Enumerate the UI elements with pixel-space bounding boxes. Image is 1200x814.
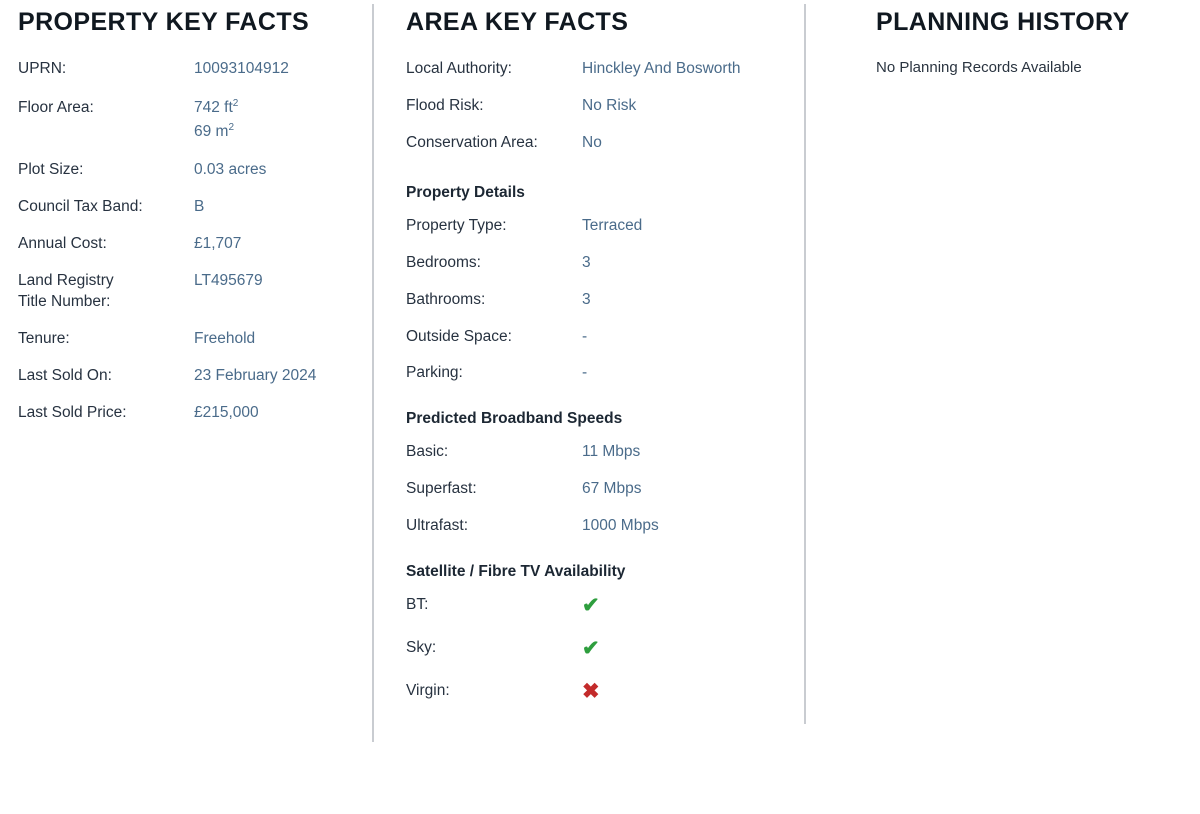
area-key-facts-column [374, 0, 804, 814]
council-tax-band-value: B [194, 198, 205, 216]
floor-area-sqft-number: 742 ft [194, 99, 233, 117]
parking-label: Parking: [406, 364, 463, 382]
floor-area-value-sqft [194, 96, 238, 120]
land-registry-label-line1: Land Registry [18, 272, 114, 290]
property-row-floor-area [18, 96, 352, 144]
last-sold-price-value: £215,000 [194, 403, 259, 421]
property-row-annual-cost [18, 234, 352, 255]
property-details-heading: Property Details [406, 183, 525, 201]
property-row-last-sold-on [18, 366, 352, 387]
area-row-conservation-area [406, 133, 788, 154]
property-row-last-sold-price [18, 403, 352, 424]
last-sold-price-label: Last Sold Price: [18, 403, 127, 421]
area-row-parking [406, 363, 788, 384]
basic-broadband-label: Basic: [406, 443, 449, 461]
cross-icon: ✖ [582, 680, 600, 704]
bathrooms-value: 3 [582, 290, 591, 308]
bedrooms-value: 3 [582, 253, 591, 271]
floor-area-value-sqm [194, 120, 238, 144]
outside-space-label: Outside Space: [406, 327, 512, 345]
bathrooms-label: Bathrooms: [406, 290, 486, 308]
floor-area-sqm-number: 69 m [194, 123, 229, 141]
conservation-area-label: Conservation Area: [406, 133, 538, 151]
council-tax-band-label: Council Tax Band: [18, 198, 143, 216]
uprn-label: UPRN: [18, 60, 67, 77]
property-row-land-registry-title-number [18, 271, 352, 313]
check-icon: ✔ [582, 637, 600, 661]
superfast-broadband-label: Superfast: [406, 480, 477, 498]
last-sold-on-value: 23 February 2024 [194, 366, 317, 384]
broadband-row-basic [406, 442, 788, 463]
virgin-label: Virgin: [406, 682, 450, 700]
annual-cost-value: £1,707 [194, 235, 242, 253]
broadband-heading: Predicted Broadband Speeds [406, 410, 623, 428]
tenure-value: Freehold [194, 329, 256, 347]
floor-area-sqm-exponent: 2 [228, 122, 235, 134]
area-row-property-type [406, 216, 788, 237]
floor-area-label: Floor Area: [18, 99, 94, 117]
tv-row-sky [406, 638, 788, 659]
ultrafast-broadband-label: Ultrafast: [406, 517, 469, 535]
flood-risk-label: Flood Risk: [406, 96, 484, 114]
area-row-bathrooms [406, 290, 788, 311]
plot-size-label: Plot Size: [18, 161, 84, 179]
tv-availability-heading: Satellite / Fibre TV Availability [406, 563, 626, 581]
annual-cost-label: Annual Cost: [18, 235, 107, 253]
sky-label: Sky: [406, 639, 437, 657]
floor-area-values [194, 96, 238, 144]
broadband-row-superfast [406, 479, 788, 500]
property-type-value: Terraced [582, 216, 643, 234]
uprn-value: 10093104912 [194, 60, 289, 77]
area-row-local-authority [406, 59, 788, 80]
area-row-outside-space [406, 327, 788, 348]
ultrafast-broadband-value: 1000 Mbps [582, 517, 659, 535]
property-row-uprn [18, 59, 352, 80]
flood-risk-value: No Risk [582, 96, 637, 114]
property-row-plot-size [18, 160, 352, 181]
planning-history-column [806, 0, 1200, 814]
area-key-facts-title: AREA KEY FACTS [406, 8, 629, 36]
property-key-facts-column [0, 0, 372, 814]
local-authority-value: Hinckley And Bosworth [582, 60, 741, 77]
land-registry-label-line2: Title Number: [18, 292, 111, 310]
bt-label: BT: [406, 596, 429, 614]
floor-area-sqft-exponent: 2 [232, 97, 239, 109]
tv-row-bt [406, 595, 788, 616]
planning-history-title: PLANNING HISTORY [876, 8, 1130, 36]
tenure-label: Tenure: [18, 329, 70, 347]
property-type-label: Property Type: [406, 216, 507, 234]
conservation-area-value: No [582, 133, 602, 151]
area-row-bedrooms [406, 253, 788, 274]
property-key-facts-title: PROPERTY KEY FACTS [18, 8, 310, 36]
land-registry-title-number-value: LT495679 [194, 272, 263, 290]
last-sold-on-label: Last Sold On: [18, 366, 112, 384]
bedrooms-label: Bedrooms: [406, 253, 481, 271]
basic-broadband-value: 11 Mbps [582, 443, 641, 461]
outside-space-value: - [582, 327, 588, 345]
area-row-flood-risk [406, 96, 788, 117]
plot-size-value: 0.03 acres [194, 161, 267, 179]
land-registry-title-number-label [18, 271, 194, 313]
broadband-row-ultrafast [406, 516, 788, 537]
parking-value: - [582, 364, 588, 382]
planning-history-note: No Planning Records Available [876, 59, 1082, 76]
property-row-tenure [18, 329, 352, 350]
superfast-broadband-value: 67 Mbps [582, 480, 642, 498]
local-authority-label: Local Authority: [406, 60, 512, 77]
property-row-council-tax-band [18, 197, 352, 218]
check-icon: ✔ [582, 594, 600, 618]
tv-row-virgin [406, 681, 788, 702]
